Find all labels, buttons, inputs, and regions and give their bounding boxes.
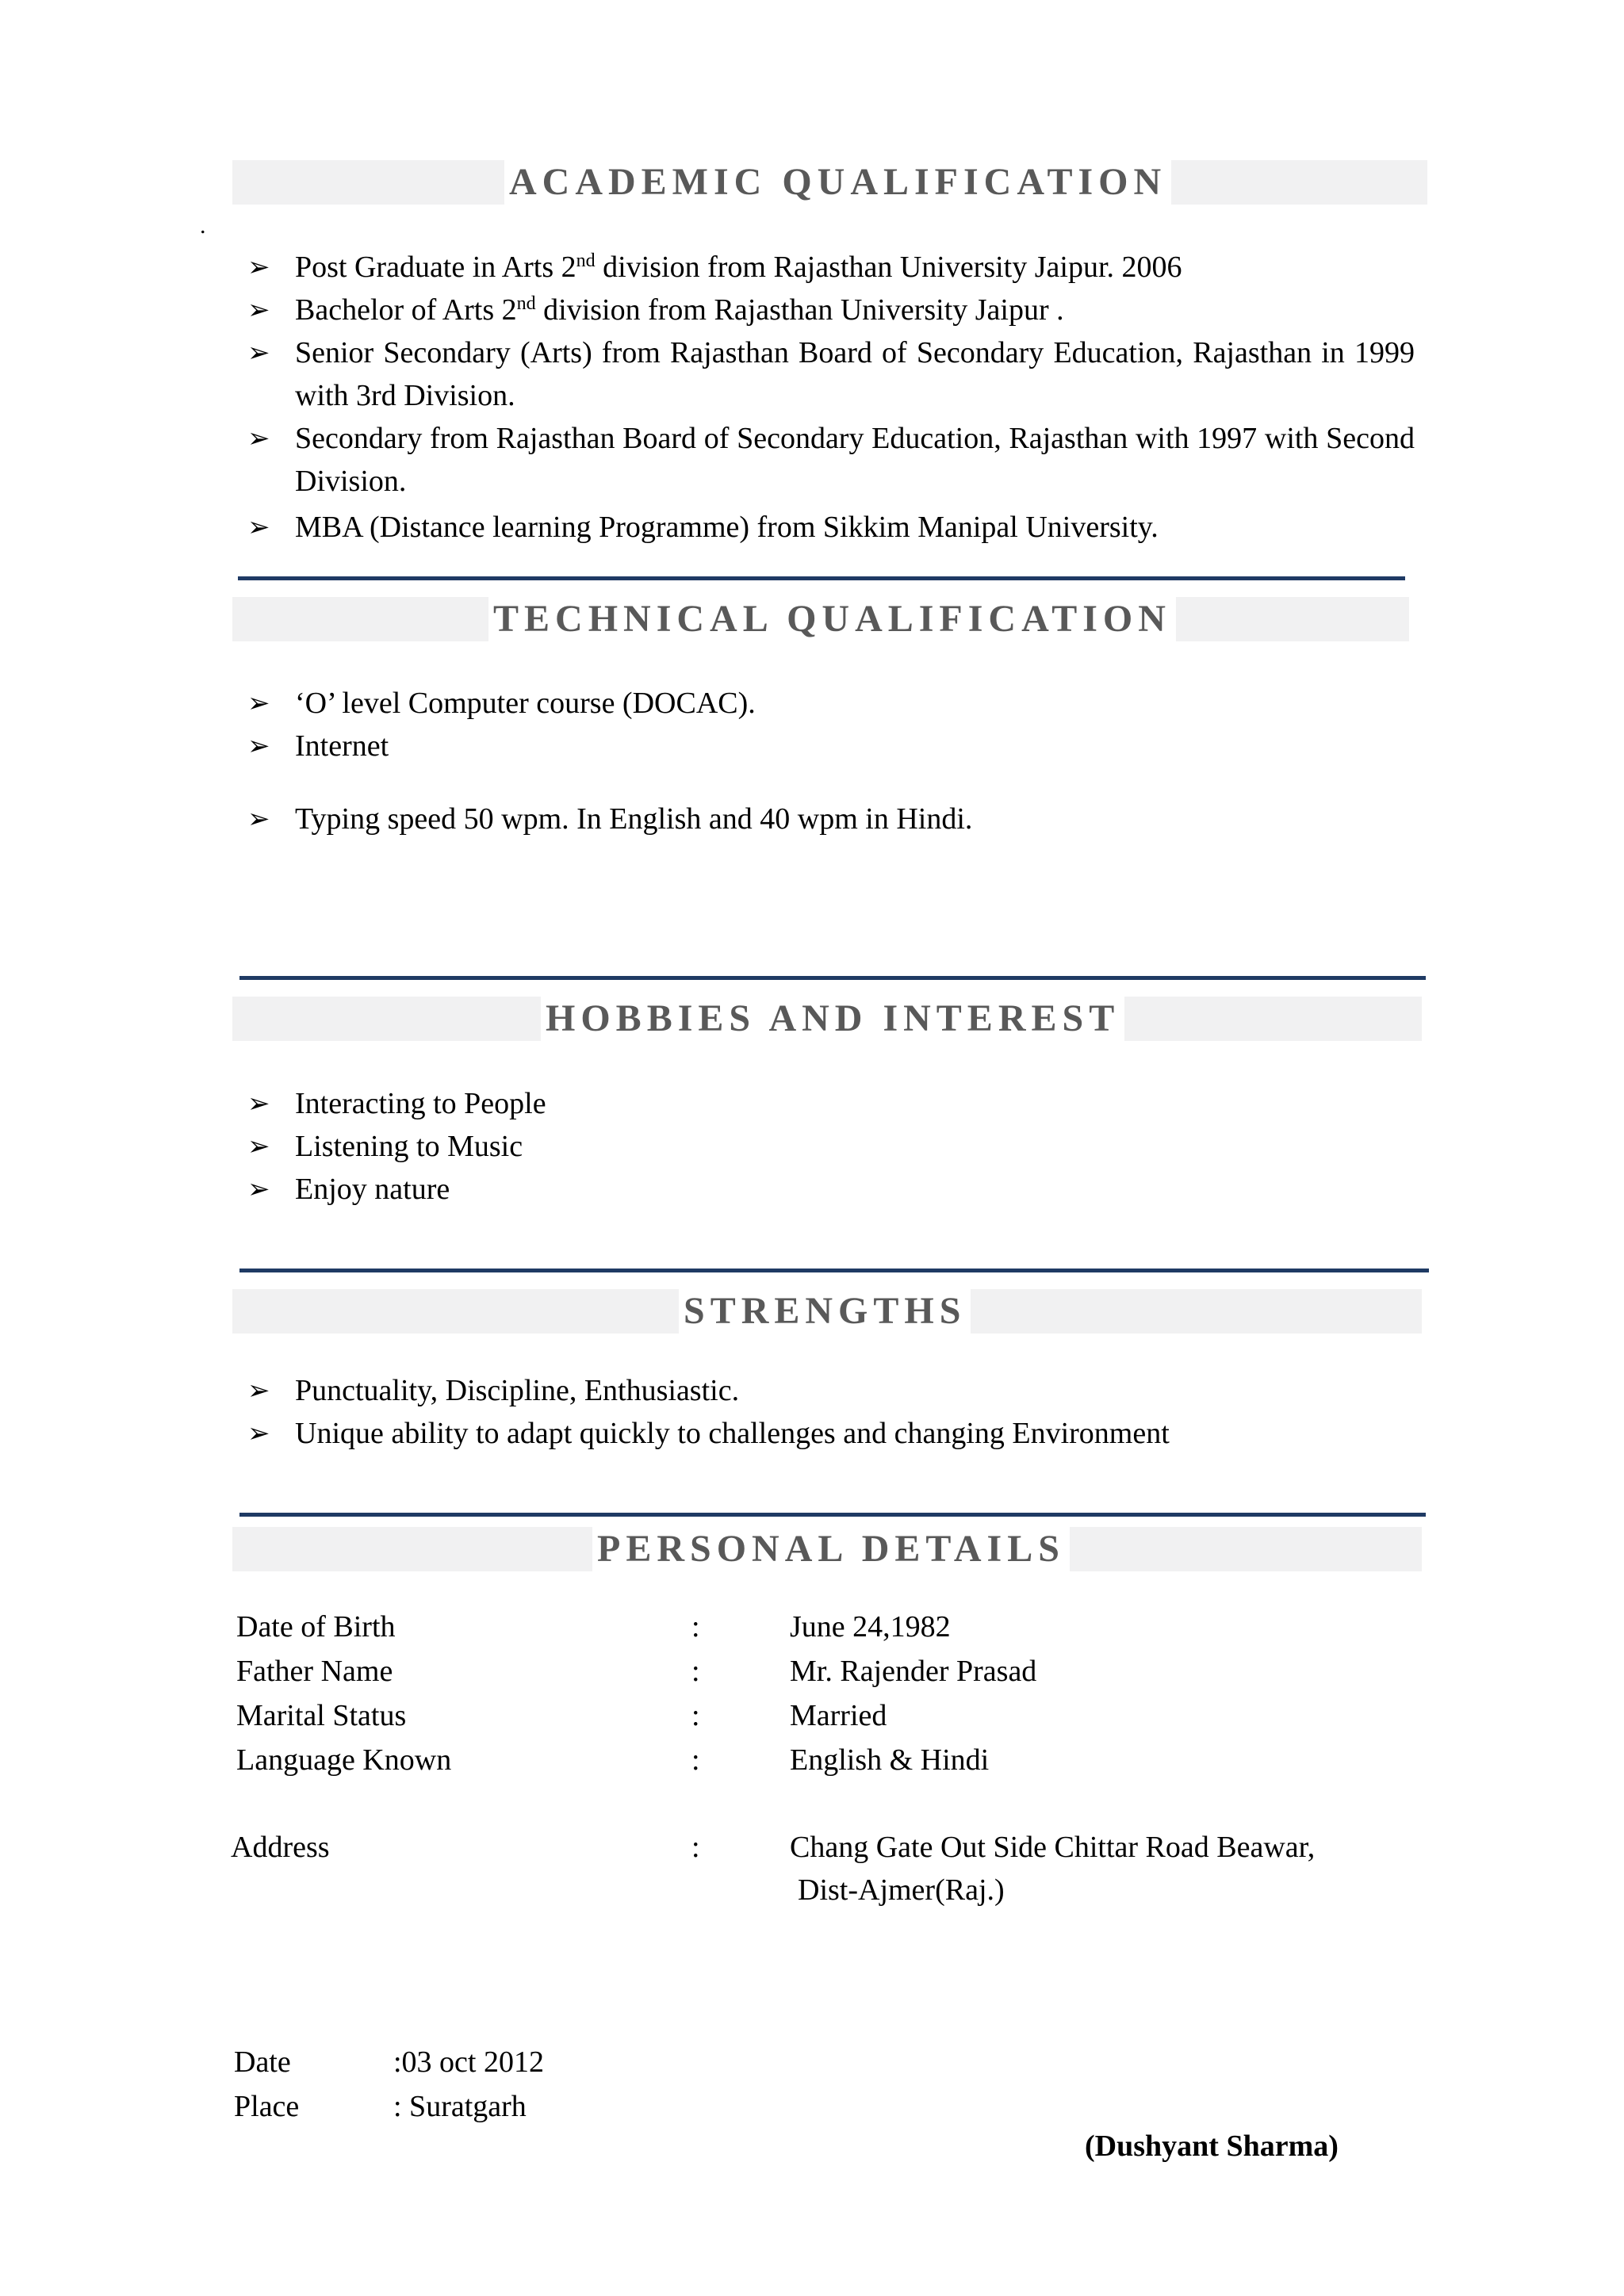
arrow-bullet-icon: ➢ [247,294,270,326]
arrow-bullet-icon: ➢ [247,511,270,543]
academic-heading: ACADEMIC QUALIFICATION [504,160,1171,205]
detail-separator: : [691,1699,700,1732]
detail-label: Father Name [236,1655,393,1688]
strengths-heading: STRENGTHS [679,1289,971,1334]
detail-label: Date of Birth [236,1610,396,1644]
arrow-bullet-icon: ➢ [247,803,270,835]
address-line-1: Chang Gate Out Side Chittar Road Beawar, [790,1831,1316,1864]
address-label: Address [231,1831,330,1864]
list-item: ➢ Enjoy nature [247,1168,1415,1211]
arrow-bullet-icon: ➢ [247,1173,270,1205]
signature-name: (Dushyant Sharma) [1085,2130,1339,2163]
date-value: :03 oct 2012 [393,2045,544,2079]
list-item: ➢ Unique ability to adapt quickly to challenges and changing Environment [247,1412,1437,1455]
list-item: ➢ MBA (Distance learning Programme) from Sikkim Manipal University. [247,506,1415,549]
detail-value: English & Hindi [790,1743,990,1777]
arrow-bullet-icon: ➢ [247,1131,270,1162]
technical-list [247,682,1415,840]
hobbies-heading: HOBBIES AND INTEREST [541,997,1124,1041]
list-item: ➢ Interacting to People [247,1082,1415,1125]
address-line-2: Dist-Ajmer(Raj.) [798,1873,1005,1907]
detail-label: Language Known [236,1743,452,1777]
arrow-bullet-icon: ➢ [247,1418,270,1449]
place-label: Place [234,2090,300,2123]
address-separator: : [691,1831,700,1864]
arrow-bullet-icon: ➢ [247,687,270,719]
section-divider [239,1269,1429,1272]
list-item: ➢ Senior Secondary (Arts) from Rajasthan Board of Secondary Education, Rajasthan in 1999 with 3rd Division. [247,331,1415,417]
detail-value: Mr. Rajender Prasad [790,1655,1037,1688]
personal-heading: PERSONAL DETAILS [592,1527,1070,1571]
stray-mark: . [200,212,206,239]
list-item: ➢ Listening to Music [247,1125,1415,1168]
detail-separator: : [691,1743,700,1777]
arrow-bullet-icon: ➢ [247,423,270,454]
arrow-bullet-icon: ➢ [247,337,270,369]
arrow-bullet-icon: ➢ [247,1375,270,1406]
section-divider [239,976,1426,980]
list-item: ➢ Secondary from Rajasthan Board of Secondary Education, Rajasthan with 1997 with Second Division. [247,417,1415,503]
technical-heading: TECHNICAL QUALIFICATION [488,597,1176,641]
strengths-list [247,1369,1437,1455]
place-value: : Suratgarh [393,2090,527,2123]
list-item: ➢ Typing speed 50 wpm. In English and 40 wpm in Hindi. [247,798,1415,840]
list-item: ➢ ‘O’ level Computer course (DOCAC). [247,682,1415,725]
arrow-bullet-icon: ➢ [247,1088,270,1119]
detail-value: June 24,1982 [790,1610,951,1644]
section-divider [238,576,1405,580]
date-label: Date [234,2045,291,2079]
list-item: ➢ Punctuality, Discipline, Enthusiastic. [247,1369,1437,1412]
detail-separator: : [691,1655,700,1688]
list-item: ➢ Post Graduate in Arts 2nd division from Rajasthan University Jaipur. 2006 [247,246,1415,289]
academic-list [247,246,1415,549]
detail-value: Married [790,1699,887,1732]
arrow-bullet-icon: ➢ [247,251,270,283]
detail-separator: : [691,1610,700,1644]
section-divider [239,1513,1426,1517]
detail-label: Marital Status [236,1699,407,1732]
list-item: ➢ Bachelor of Arts 2nd division from Rajasthan University Jaipur . [247,289,1415,331]
arrow-bullet-icon: ➢ [247,730,270,762]
list-item: ➢ Internet [247,725,1415,767]
hobbies-list [247,1082,1415,1211]
